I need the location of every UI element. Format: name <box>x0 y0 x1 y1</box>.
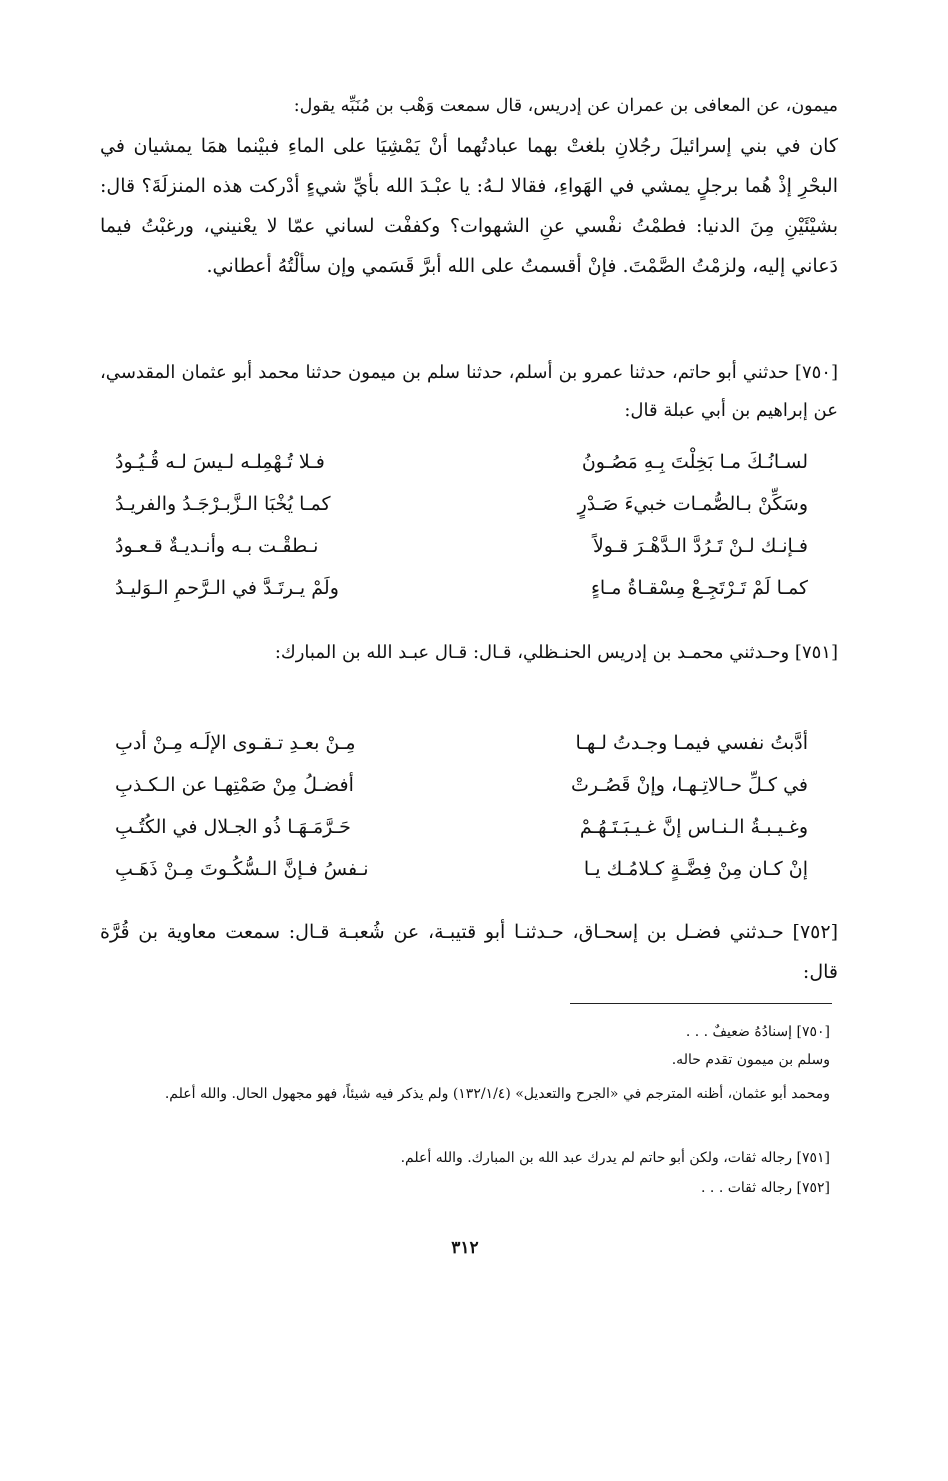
footnote-line: وسلم بن ميمون تقدم حاله. <box>671 1052 830 1068</box>
verse-second-hemistich: حَـرَّمَـهَـا ذُو الجـلال في الكُتُـبِ <box>115 816 351 838</box>
verse-second-hemistich: كمـا يُخْبَا الـزَّبـرْجَـدُ والفريـدُ <box>115 493 331 515</box>
entry-751-header: [٧٥١] وحـدثني محمـد بن إدريس الحنـظلي، قـال: قـال عبـد الله بن المبارك: <box>274 642 838 663</box>
verse-line <box>100 483 838 525</box>
verse-second-hemistich: ولَمْ يـرتَـدَّ في الـرَّحمِ الـوَليـدُ <box>115 577 339 599</box>
verse-line <box>100 722 838 764</box>
verse-second-hemistich: مِـنْ بعـدِ تـقـوى الإلَـه مِـنْ أدبِ <box>115 732 356 754</box>
verse-line <box>100 806 838 848</box>
verse-first-hemistich: كمـا لَمْ تَـرْتَجِـعْ مِسْقـاةُ مـاءٍ <box>590 577 808 599</box>
footnote-750: [٧٥٠] إسنادُهُ ضعيفٌ . . . <box>685 1024 830 1040</box>
footnote-752: [٧٥٢] رجاله ثقات . . . <box>701 1180 830 1196</box>
footnote-separator <box>570 1003 832 1004</box>
verse-line <box>100 848 838 890</box>
verse-line <box>100 764 838 806</box>
poem-750 <box>100 441 838 609</box>
opening-line: ميمون، عن المعافى بن عمران عن إدريس، قال سمعت وَهْب بن مُنَبِّه يقول: <box>293 96 838 116</box>
verse-line <box>100 441 838 483</box>
verse-first-hemistich: لسـانُـكَ مـا بَخِلْتَ بِـهِ مَصُـونُ <box>581 451 808 473</box>
verse-first-hemistich: أدَّبتُ نفسي فيمـا وجـدتُ لـهـا <box>575 732 808 754</box>
verse-second-hemistich: نـفسُ فـإنَّ الـسُّكُـوتَ مِـنْ ذَهَـبِ <box>115 858 369 880</box>
verse-first-hemistich: فـإنـك لـنْ تَـرُدَّ الـدَّهْـرَ قـولاً <box>592 535 808 557</box>
footnote-751: [٧٥١] رجاله ثقات، ولكن أبو حاتم لم يدرك عبد الله بن المبارك. والله أعلم. <box>400 1150 830 1166</box>
verse-first-hemistich: إنْ كـان مِنْ فِضَّـةٍ كـلامُـك يـا <box>583 858 808 880</box>
verse-line <box>100 525 838 567</box>
verse-first-hemistich: وغـيـبـةُ الـنـاس إنَّ غـيـبَـتَـهُـمْ <box>579 816 808 838</box>
entry-750-header: [٧٥٠] حدثني أبو حاتم، حدثنا عمرو بن أسلم، حدثنا سلم بن ميمون حدثنا محمد أبو عثمان المقدسي، عن إبراهيم بن أبي عبلة قال: <box>100 362 838 421</box>
entry-752-header: [٧٥٢] حـدثني فضـل بن إسحـاق، حـدثنـا أبو قتيبـة، عن شُعبـة قـال: سمعت معاوية بن قُرَّة قال: <box>100 921 838 983</box>
verse-second-hemistich: أفضـلُ مِنْ صَمْتِهـا عن الـكـذبِ <box>115 774 354 796</box>
verse-second-hemistich: فـلا تُـهْمِلـه لـيسَ لـه قُـيُـودُ <box>115 451 325 473</box>
page-number: ٣١٢ <box>451 1238 479 1258</box>
narrative-paragraph: كان في بني إسرائيلَ رجُلانِ بلغتْ بهما عبادتُهما أنْ يَمْشِيَا على الماءِ فبيْنما همَا يمشيان في البحْرِ إذْ هُما برجلٍ يمشي في الهَواءِ، فقالا لـهُ: يا عبْـدَ الله بأيِّ شيءٍ أدْركت هذه المنزلَةَ؟ قال: بشيْئَيْنِ مِنَ الدنيا: فطمْتُ نفْسي عنِ الشهوات؟ وكففْت لساني عمّا لا يعْنيني، ورغبْتُ فيما دَعاني إليه، ولزمْتُ الصَّمْتَ. فإنْ أقسمتُ على الله أبرَّ قَسَمي وإن سألْتُهُ أعطاني. <box>100 135 838 277</box>
poem-751 <box>100 722 838 890</box>
verse-line <box>100 567 838 609</box>
footnote-line: ومحمد أبو عثمان، أظنه المترجم في «الجرح والتعديل» (١٣٢/١/٤) ولم يذكر فيه شيئاً، فهو مجهول الحال. والله أعلم. <box>164 1086 830 1102</box>
verse-first-hemistich: وسَكِّنْ بـالصُّمـات خبيءَ صَـدْرٍ <box>577 493 808 515</box>
verse-first-hemistich: في كـلِّ حـالاتِـهـا، وإنْ قَصُـرتْ <box>570 774 808 796</box>
verse-second-hemistich: نـطقْـت بـه وأنـديـةٌ قـعـودُ <box>115 535 319 557</box>
